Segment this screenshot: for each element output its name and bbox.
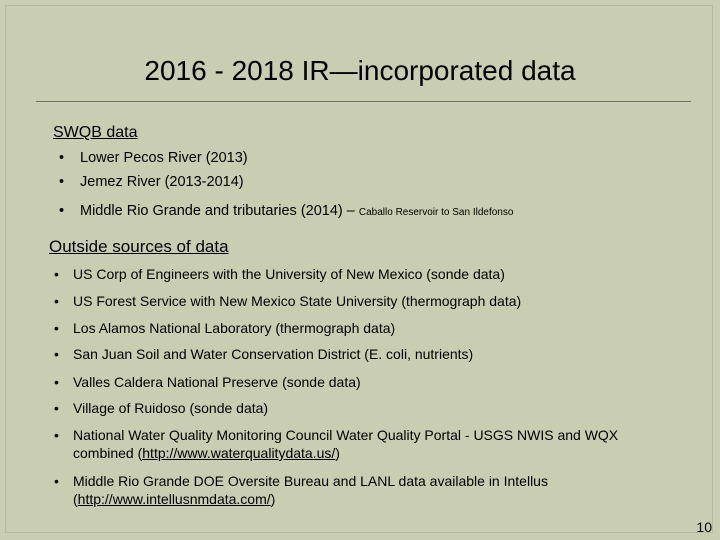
- slide-title: 2016 - 2018 IR—incorporated data: [144, 55, 576, 86]
- link-suffix: ): [270, 491, 276, 507]
- list-item-text: [80, 202, 513, 222]
- bullet-icon: •: [59, 150, 65, 166]
- list-item-text: [73, 444, 340, 462]
- list-item-text: San Juan Soil and Water Conservation District (E. coli, nutrients): [73, 346, 474, 362]
- link-prefix: (: [73, 491, 78, 507]
- list-item-text: Valles Caldera National Preserve (sonde data): [73, 374, 361, 390]
- list-item-text: National Water Quality Monitoring Council Water Quality Portal - USGS NWIS and WQX: [73, 427, 619, 443]
- list-item-text: Jemez River (2013-2014): [80, 174, 244, 190]
- list-item-text: Lower Pecos River (2013): [80, 150, 248, 166]
- list-item-main-text: Middle Rio Grande and tributaries (2014) –: [80, 203, 355, 219]
- bullet-icon: •: [54, 320, 59, 336]
- section-heading-swqb: SWQB data: [53, 124, 138, 141]
- title-divider: [36, 101, 691, 102]
- list-item-text: Los Alamos National Laboratory (thermograph data): [73, 320, 396, 336]
- slide-number: 10: [696, 519, 712, 535]
- list-item-note: Caballo Reservoir to San Ildefonso: [358, 207, 514, 218]
- bullet-icon: •: [59, 203, 65, 219]
- bullet-icon: •: [54, 400, 59, 416]
- bullet-icon: •: [54, 266, 59, 282]
- bullet-icon: •: [54, 346, 59, 362]
- section-heading-outside-sources: Outside sources of data: [49, 237, 229, 256]
- bullet-icon: •: [54, 427, 59, 443]
- list-item-text: Middle Rio Grande DOE Oversite Bureau and LANL data available in Intellus: [73, 473, 548, 489]
- list-item-text: [73, 490, 275, 508]
- link-prefix: combined (: [73, 445, 143, 461]
- list-item-text: US Corp of Engineers with the University of New Mexico (sonde data): [73, 266, 505, 282]
- link-suffix: ): [335, 445, 340, 461]
- list-item-text: Village of Ruidoso (sonde data): [73, 400, 269, 416]
- waterqualitydata-link[interactable]: http://www.waterqualitydata.us/: [142, 445, 336, 461]
- bullet-icon: •: [54, 374, 59, 390]
- bullet-icon: •: [59, 174, 65, 190]
- list-item-text: US Forest Service with New Mexico State University (thermograph data): [73, 293, 522, 309]
- bullet-icon: •: [54, 473, 59, 489]
- bullet-icon: •: [54, 293, 59, 309]
- intellus-link[interactable]: http://www.intellusnmdata.com/: [77, 491, 271, 507]
